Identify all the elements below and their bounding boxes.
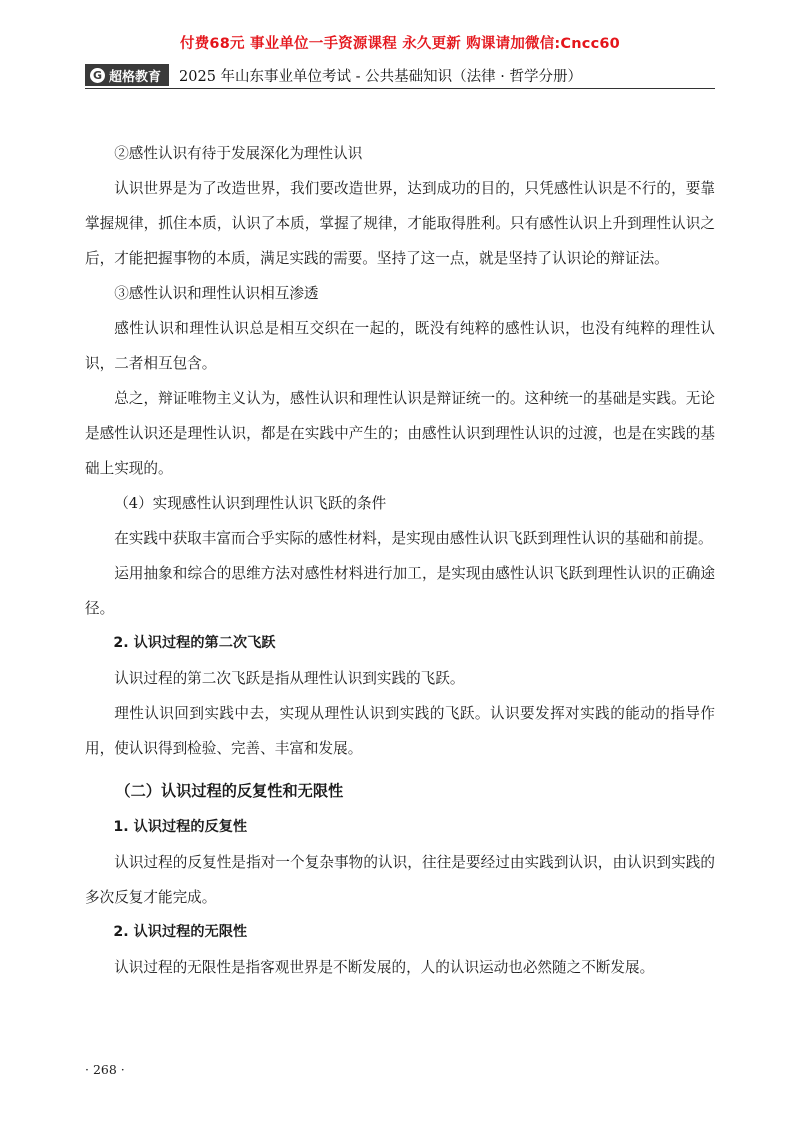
- paragraph: 在实践中获取丰富而合乎实际的感性材料，是实现由感性认识飞跃到理性认识的基础和前提。: [114, 530, 713, 547]
- list-item: ③感性认识和理性认识相互渗透: [114, 285, 319, 302]
- page-header: [85, 62, 715, 89]
- section-heading: 1. 认识过程的反复性: [113, 819, 248, 835]
- page-number: · 268 ·: [85, 1062, 125, 1077]
- paragraph: 认识世界是为了改造世界，我们要改造世界，达到成功的目的，只凭感性认识是不行的，要靠掌握规律，抓住本质，认识了本质，掌握了规律，才能取得胜利。只有感性认识上升到理性认识之后，才能把握事物的本质，满足实践的需要。坚持了这一点，就是坚持了认识论的辩证法。: [85, 180, 715, 267]
- paragraph: 理性认识回到实践中去，实现从理性认识到实践的飞跃。认识要发挥对实践的能动的指导作用，使认识得到检验、完善、丰富和发展。: [85, 705, 715, 757]
- paragraph: 感性认识和理性认识总是相互交织在一起的，既没有纯粹的感性认识，也没有纯粹的理性认识，二者相互包含。: [85, 320, 715, 372]
- book-title: 2025 年山东事业单位考试 - 公共基础知识（法律 · 哲学分册）: [179, 68, 582, 85]
- brand-logo: [85, 64, 169, 86]
- subsection-heading: （4）实现感性认识到理性认识飞跃的条件: [114, 495, 387, 512]
- list-item: ②感性认识有待于发展深化为理性认识: [114, 145, 363, 162]
- promo-banner: 付费68元 事业单位一手资源课程 永久更新 购课请加微信:Cncc60: [180, 36, 620, 52]
- chapter-heading: （二）认识过程的反复性和无限性: [115, 782, 344, 800]
- logo-g-icon: G: [90, 68, 105, 83]
- page-body: [85, 136, 715, 985]
- logo-text: 超格教育: [109, 69, 162, 85]
- paragraph: 认识过程的第二次飞跃是指从理性认识到实践的飞跃。: [114, 670, 465, 687]
- section-heading: 2. 认识过程的无限性: [113, 924, 248, 940]
- paragraph: 认识过程的反复性是指对一个复杂事物的认识，往往是要经过由实践到认识，由认识到实践的多次反复才能完成。: [85, 854, 715, 906]
- paragraph: 运用抽象和综合的思维方法对感性材料进行加工，是实现由感性认识飞跃到理性认识的正确途径。: [85, 565, 715, 617]
- paragraph: 认识过程的无限性是指客观世界是不断发展的，人的认识运动也必然随之不断发展。: [114, 959, 655, 976]
- section-heading: 2. 认识过程的第二次飞跃: [113, 635, 276, 651]
- paragraph: 总之，辩证唯物主义认为，感性认识和理性认识是辩证统一的。这种统一的基础是实践。无论是感性认识还是理性认识，都是在实践中产生的；由感性认识到理性认识的过渡，也是在实践的基础上实现的。: [85, 390, 715, 477]
